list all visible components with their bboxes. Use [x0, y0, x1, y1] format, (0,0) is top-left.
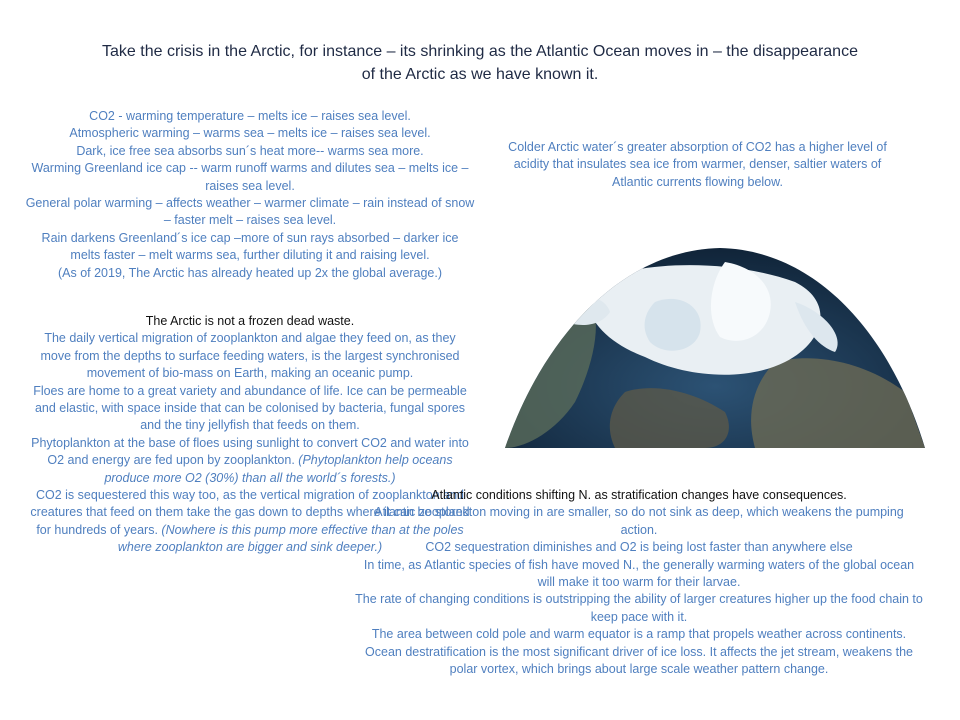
feedback-loops-text	[25, 108, 475, 282]
text-line: Colder Arctic water´s greater absorption of CO2 has a higher level of acidity that insulates sea ice from warmer, denser, saltier waters of Atlantic currents flowing below.	[508, 140, 887, 189]
section-heading: The Arctic is not a frozen dead waste.	[145, 314, 355, 328]
acidity-text	[505, 139, 890, 191]
text-line: CO2 - warming temperature – melts ice – raises sea level.	[89, 109, 411, 123]
text-span: CO2 is sequestered this way too, as the vertical migration of zooplankton and creatures that feed on them take the gas down to depths where it can be stored for hundreds of years.	[30, 488, 470, 537]
text-paragraph	[30, 435, 470, 487]
text-line: General polar warming – affects weather – warmer climate – rain instead of snow – faster melt – raises sea level.	[25, 196, 475, 228]
text-line: Dark, ice free sea absorbs sun´s heat more-- warms sea more.	[76, 143, 424, 158]
text-line: Atmospheric warming – warms sea – melts ice – raises sea level.	[69, 126, 431, 141]
text-line: Rain darkens Greenland´s ice cap –more of sun rays absorbed – darker ice melts faster – melt warms sea, further diluting it and raising level.	[41, 230, 459, 263]
text-span: Phytoplankton at the base of floes using sunlight to convert CO2 and water into O2 and energy are fed upon by zooplankton.	[31, 435, 469, 468]
text-line: Warming Greenland ice cap -- warm runoff warms and dilutes sea – melts ice – raises sea level.	[31, 161, 469, 193]
text-paragraph: The rate of changing conditions is outstripping the ability of larger creatures higher up the food chain to keep pace with it.	[355, 592, 923, 624]
arctic-globe-image	[505, 242, 925, 448]
text-paragraph: Floes are home to a great variety and abundance of life. Ice can be permeable and elastic, with space inside that can be colonised by bacteria, fungal spores and the tiny jellyfish that feeds on them.	[33, 383, 467, 433]
italic-note: (Nowhere is this pump more effective than at the poles where zooplankton are bigger and sink deeper.)	[117, 522, 464, 555]
text-paragraph: Atlantic zooplankton moving in are smaller, so do not sink as deep, which weakens the pumping action.	[374, 505, 904, 537]
italic-note: (Phytoplankton help oceans produce more O2 (30%) than all the world´s forests.)	[104, 453, 453, 485]
text-paragraph: CO2 sequestration diminishes and O2 is being lost faster than anywhere else	[425, 540, 853, 555]
page-title: Take the crisis in the Arctic, for instance – its shrinking as the Atlantic Ocean moves in – the disappearance of the Arctic as we have known it.	[102, 43, 858, 83]
text-line: (As of 2019, The Arctic has already heated up 2x the global average.)	[57, 265, 443, 280]
text-paragraph: The area between cold pole and warm equator is a ramp that propels weather across continents. Ocean destratification is the most significant driver of ice loss. It affects the jet stream, weakens the polar vortex, which brings about large scale weather pattern change.	[365, 627, 913, 677]
text-paragraph: In time, as Atlantic species of fish have moved N., the generally warming waters of the global ocean will make it too warm for their larvae.	[363, 557, 915, 590]
section-heading: Atlantic conditions shifting N. as stratification changes have consequences.	[431, 488, 847, 502]
text-paragraph: The daily vertical migration of zooplankton and algae they feed on, as they move from the depths to surface feeding waters, is the largest synchronised movement of bio-mass on Earth, making an oceanic pump.	[40, 331, 460, 381]
atlantic-conditions-text	[355, 487, 923, 678]
